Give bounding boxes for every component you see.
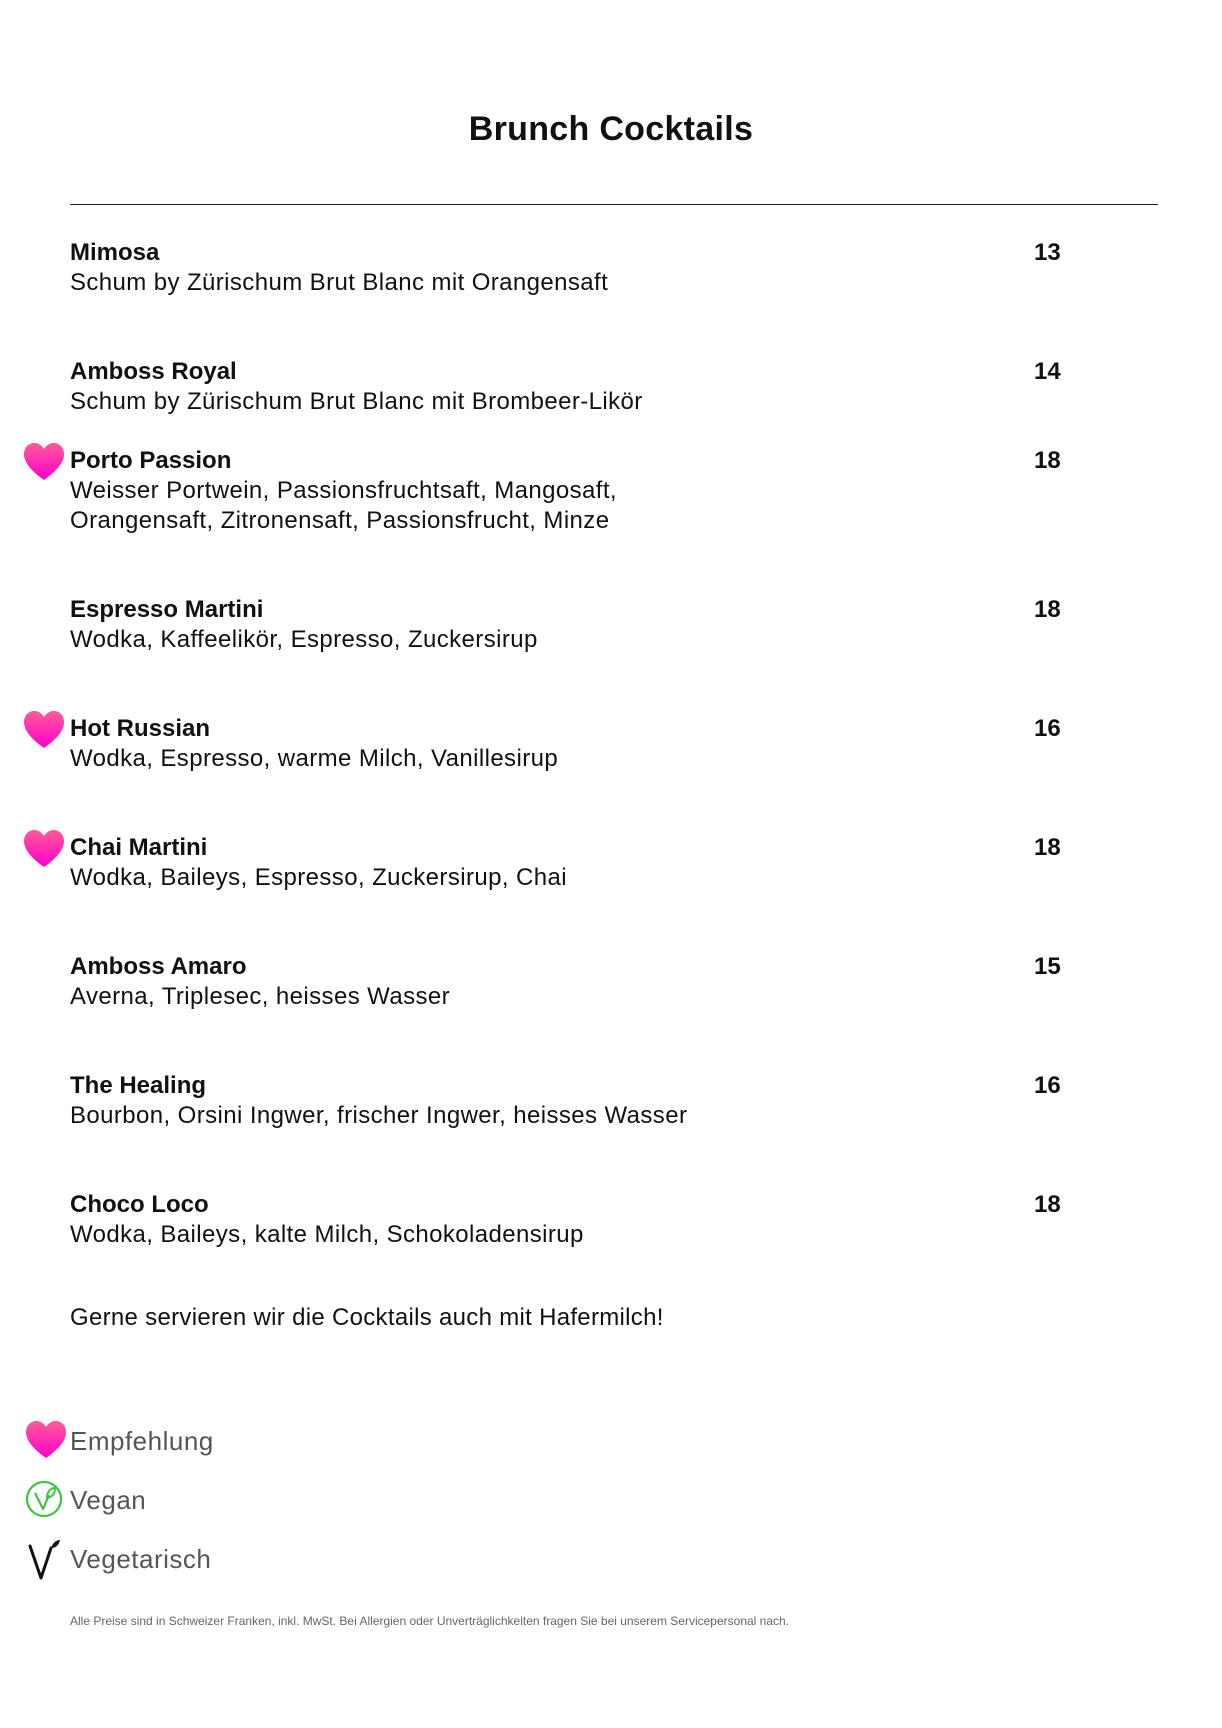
item-price: 16: [1034, 1072, 1061, 1099]
menu-item-porto-passion: [70, 446, 1070, 536]
legend-label: Vegan: [70, 1485, 147, 1515]
item-name: Amboss Royal: [70, 358, 237, 385]
item-description: Averna, Triplesec, heisses Wasser: [70, 983, 451, 1010]
item-name: Porto Passion: [70, 447, 232, 474]
heart-icon: [24, 1420, 68, 1460]
item-description: Schum by Zürischum Brut Blanc mit Orangensaft: [70, 269, 609, 296]
item-description: Wodka, Espresso, warme Milch, Vanillesirup: [70, 745, 559, 772]
legend-label: Vegetarisch: [70, 1544, 212, 1574]
oat-milk-note: Gerne servieren wir die Cocktails auch mit Hafermilch!: [70, 1304, 664, 1331]
item-name: Chai Martini: [70, 834, 208, 861]
price-footnote: Alle Preise sind in Schweizer Franken, inkl. MwSt. Bei Allergien oder Unverträglichkeiten fragen Sie bei unserem Servicepersonal nach.: [70, 1614, 790, 1628]
item-price: 18: [1034, 447, 1061, 474]
item-name: Mimosa: [70, 239, 160, 266]
item-name: Choco Loco: [70, 1191, 209, 1218]
item-price: 14: [1034, 358, 1061, 385]
item-name: The Healing: [70, 1072, 207, 1099]
item-price: 18: [1034, 834, 1061, 861]
item-price: 13: [1034, 239, 1061, 266]
item-description: Wodka, Baileys, kalte Milch, Schokoladensirup: [70, 1221, 584, 1248]
menu-item-hot-russian: [70, 714, 1070, 774]
item-price: 15: [1034, 953, 1061, 980]
item-price: 18: [1034, 1191, 1061, 1218]
item-description: Wodka, Baileys, Espresso, Zuckersirup, Chai: [70, 864, 567, 891]
item-description: Schum by Zürischum Brut Blanc mit Brombeer-Likör: [70, 388, 643, 415]
item-name: Espresso Martini: [70, 596, 264, 623]
heart-icon: [22, 710, 66, 750]
heart-icon: [22, 442, 66, 482]
item-price: 16: [1034, 715, 1061, 742]
menu-item-choco-loco: [70, 1190, 1070, 1250]
menu-item-chai-martini: [70, 833, 1070, 893]
menu-item-amboss-amaro: [70, 952, 1070, 1012]
legend-label: Empfehlung: [70, 1426, 214, 1456]
heart-icon: [22, 829, 66, 869]
menu-item-mimosa: [70, 238, 1070, 298]
page-title: Brunch Cocktails: [468, 110, 754, 148]
item-description: Weisser Portwein, Passionsfruchtsaft, Mangosaft,: [70, 477, 617, 504]
item-description: Wodka, Kaffeelikör, Espresso, Zuckersirup: [70, 626, 538, 653]
menu-item-espresso-martini: [70, 595, 1070, 655]
menu-item-the-healing: [70, 1071, 1070, 1131]
vegan-leaf-icon: [24, 1479, 64, 1519]
item-description: Orangensaft, Zitronensaft, Passionsfrucht, Minze: [70, 507, 610, 534]
menu-item-amboss-royal: [70, 357, 1070, 417]
item-description: Bourbon, Orsini Ingwer, frischer Ingwer, heisses Wasser: [70, 1102, 688, 1129]
title-divider: [70, 204, 1158, 205]
item-name: Amboss Amaro: [70, 953, 247, 980]
vegetarian-v-icon: [24, 1538, 64, 1582]
item-name: Hot Russian: [70, 715, 211, 742]
item-price: 18: [1034, 596, 1061, 623]
